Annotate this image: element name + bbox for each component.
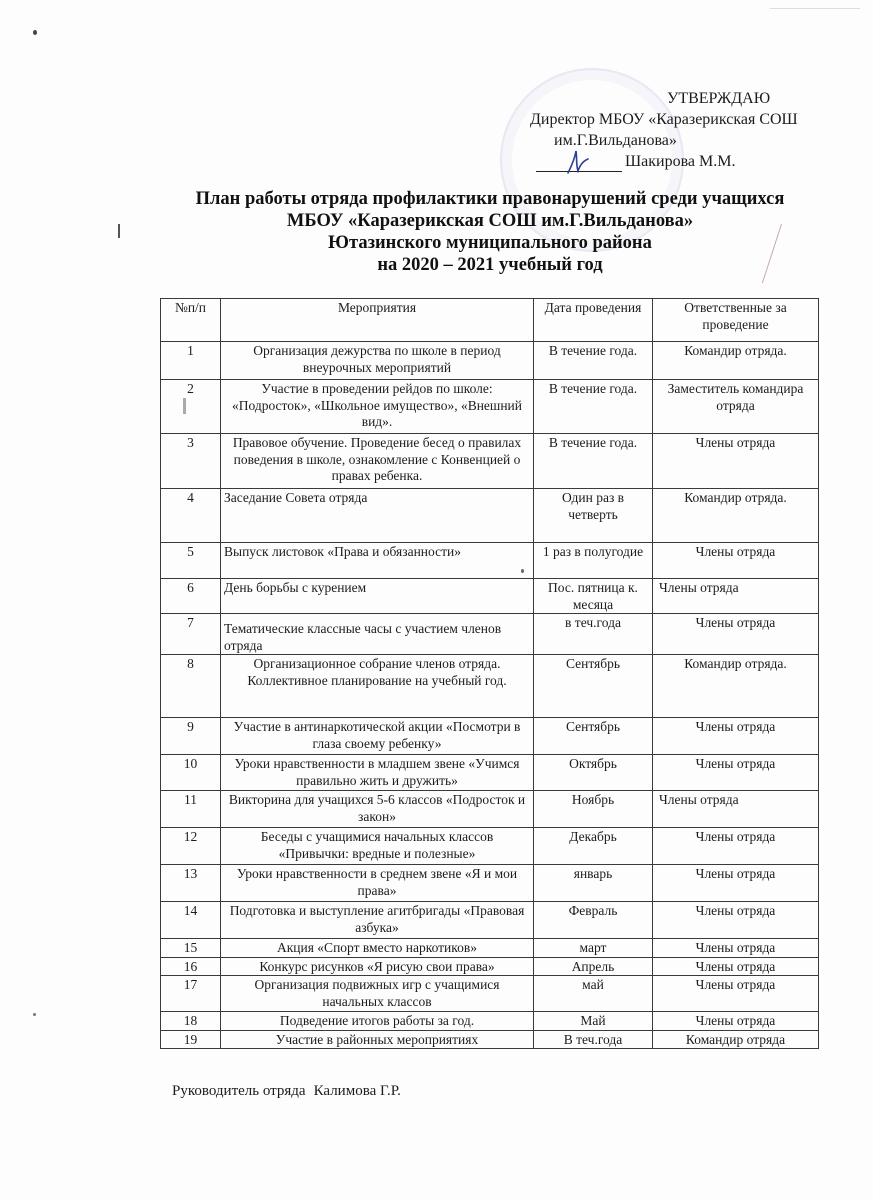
cell-num: 4: [161, 489, 221, 543]
cell-num: 9: [161, 718, 221, 755]
approval-position-line1: Директор МБОУ «Каразерикская СОШ: [530, 111, 798, 128]
cell-event: Беседы с учащимися начальных классов «Привычки: вредные и полезные»: [221, 828, 534, 865]
cell-date: В течение года.: [534, 342, 653, 380]
footer-name: Калимова Г.Р.: [313, 1083, 401, 1099]
cell-date: 1 раз в полугодие: [534, 543, 653, 579]
table-row: [161, 614, 819, 655]
title-line-4: на 2020 – 2021 учебный год: [377, 255, 603, 275]
cell-date: январь: [534, 865, 653, 902]
table-row: [161, 902, 819, 939]
cell-responsible: Члены отряда: [653, 614, 819, 655]
approval-title: УТВЕРЖДАЮ: [667, 90, 771, 107]
cell-responsible: Члены отряда: [653, 957, 819, 976]
cell-num: 19: [161, 1030, 221, 1049]
cell-date: Пос. пятница к. месяца: [534, 579, 653, 614]
cell-num: 11: [161, 791, 221, 828]
cell-num: 1: [161, 342, 221, 380]
cell-event: Правовое обучение. Проведение бесед о правилах поведения в школе, ознакомление с Конвенцией о правах ребенка.: [221, 434, 534, 489]
table-row: [161, 543, 819, 579]
cell-date: март: [534, 939, 653, 958]
table-row: [161, 380, 819, 434]
footer-label: Руководитель отряда: [172, 1083, 306, 1099]
table-row: [161, 579, 819, 614]
table-row: [161, 791, 819, 828]
table-row: [161, 828, 819, 865]
header-num: №п/п: [161, 299, 221, 342]
cell-date: В теч.года: [534, 1030, 653, 1049]
header-event: Мероприятия: [221, 299, 534, 342]
cell-responsible: Члены отряда: [653, 434, 819, 489]
cell-event: Подведение итогов работы за год.: [221, 1012, 534, 1031]
cell-responsible: Члены отряда: [653, 791, 819, 828]
approval-block: [530, 88, 850, 172]
cell-num: 13: [161, 865, 221, 902]
approval-position-line2: им.Г.Вильданова»: [554, 132, 677, 149]
cell-responsible: Члены отряда: [653, 828, 819, 865]
cell-num: 10: [161, 755, 221, 791]
scan-mark: [118, 224, 120, 238]
scan-edge-line: [770, 8, 860, 9]
cell-date: Февраль: [534, 902, 653, 939]
table-row: [161, 655, 819, 718]
cell-event: Участие в проведении рейдов по школе: «Подросток», «Школьное имущество», «Внешний вид».: [221, 380, 534, 434]
work-plan-table: [160, 298, 819, 1049]
cell-event: Организационное собрание членов отряда. Коллективное планирование на учебный год.: [221, 655, 534, 718]
footer-signature: [172, 1083, 401, 1100]
cell-responsible: Члены отряда: [653, 1012, 819, 1031]
cell-date: Декабрь: [534, 828, 653, 865]
signature-line: [536, 153, 622, 172]
cell-event: Уроки нравственности в среднем звене «Я и мои права»: [221, 865, 534, 902]
cell-date: В течение года.: [534, 434, 653, 489]
cell-responsible: Члены отряда: [653, 865, 819, 902]
cell-num: 18: [161, 1012, 221, 1031]
cell-responsible: Заместитель командира отряда: [653, 380, 819, 434]
cell-responsible: Члены отряда: [653, 976, 819, 1012]
cell-num: 15: [161, 939, 221, 958]
table-row: [161, 865, 819, 902]
table-row: [161, 939, 819, 958]
table-row: [161, 1012, 819, 1031]
cell-event: Организация дежурства по школе в период внеурочных мероприятий: [221, 342, 534, 380]
title-line-1: План работы отряда профилактики правонарушений среди учащихся: [195, 189, 785, 209]
cell-event: Уроки нравственности в младшем звене «Учимся правильно жить и дружить»: [221, 755, 534, 791]
cell-num: 7: [161, 614, 221, 655]
cell-event: Тематические классные часы с участием членов отряда: [221, 614, 534, 655]
table-row: [161, 718, 819, 755]
scan-speck: [33, 1013, 36, 1016]
header-date: Дата проведения: [534, 299, 653, 342]
cell-date: Один раз в четверть: [534, 489, 653, 543]
cell-num: 2: [161, 380, 221, 434]
table-body: [161, 342, 819, 1049]
cell-date: Май: [534, 1012, 653, 1031]
cell-event: Участие в антинаркотической акции «Посмотри в глаза своему ребенку»: [221, 718, 534, 755]
cell-responsible: Члены отряда: [653, 755, 819, 791]
cell-date: май: [534, 976, 653, 1012]
cell-responsible: Члены отряда: [653, 939, 819, 958]
cell-num: 6: [161, 579, 221, 614]
cell-event: Акция «Спорт вместо наркотиков»: [221, 939, 534, 958]
cell-event: Конкурс рисунков «Я рисую свои права»: [221, 957, 534, 976]
cell-date: В течение года.: [534, 380, 653, 434]
cell-event: Организация подвижных игр с учащимися начальных классов: [221, 976, 534, 1012]
cell-date: Ноябрь: [534, 791, 653, 828]
cell-responsible: Члены отряда: [653, 718, 819, 755]
cell-num: 12: [161, 828, 221, 865]
scan-speck: [33, 30, 37, 35]
cell-event: Заседание Совета отряда: [221, 489, 534, 543]
document-title: [160, 188, 820, 276]
cell-num: 5: [161, 543, 221, 579]
cell-event: Выпуск листовок «Права и обязанности»: [221, 543, 534, 579]
table-row: [161, 976, 819, 1012]
cell-event: Викторина для учащихся 5-6 классов «Подросток и закон»: [221, 791, 534, 828]
cell-num: 8: [161, 655, 221, 718]
title-line-3: Ютазинского муниципального района: [328, 233, 652, 253]
signature-icon: [566, 149, 590, 175]
cell-responsible: Командир отряда: [653, 1030, 819, 1049]
cell-event: Участие в районных мероприятиях: [221, 1030, 534, 1049]
cell-date: Сентябрь: [534, 718, 653, 755]
cell-responsible: Командир отряда.: [653, 655, 819, 718]
cell-responsible: Члены отряда: [653, 902, 819, 939]
cell-date: Октябрь: [534, 755, 653, 791]
signature-row: [530, 151, 850, 172]
table-header-row: [161, 299, 819, 342]
cell-num: 16: [161, 957, 221, 976]
approval-signer: Шакирова М.М.: [625, 153, 736, 170]
cell-date: Сентябрь: [534, 655, 653, 718]
cell-date: Апрель: [534, 957, 653, 976]
header-responsible: Ответственные за проведение: [653, 299, 819, 342]
cell-num: 17: [161, 976, 221, 1012]
cell-responsible: Командир отряда.: [653, 342, 819, 380]
cell-num: 3: [161, 434, 221, 489]
cell-event: День борьбы с курением: [221, 579, 534, 614]
table-row: [161, 1030, 819, 1049]
cell-date: в теч.года: [534, 614, 653, 655]
cell-responsible: Командир отряда.: [653, 489, 819, 543]
cell-responsible: Члены отряда: [653, 543, 819, 579]
title-line-2: МБОУ «Каразерикская СОШ им.Г.Вильданова»: [286, 211, 694, 231]
table-row: [161, 489, 819, 543]
cell-num: 14: [161, 902, 221, 939]
table-row: [161, 434, 819, 489]
table-row: [161, 957, 819, 976]
cell-responsible: Члены отряда: [653, 579, 819, 614]
table-row: [161, 342, 819, 380]
cell-event: Подготовка и выступление агитбригады «Правовая азбука»: [221, 902, 534, 939]
table-row: [161, 755, 819, 791]
